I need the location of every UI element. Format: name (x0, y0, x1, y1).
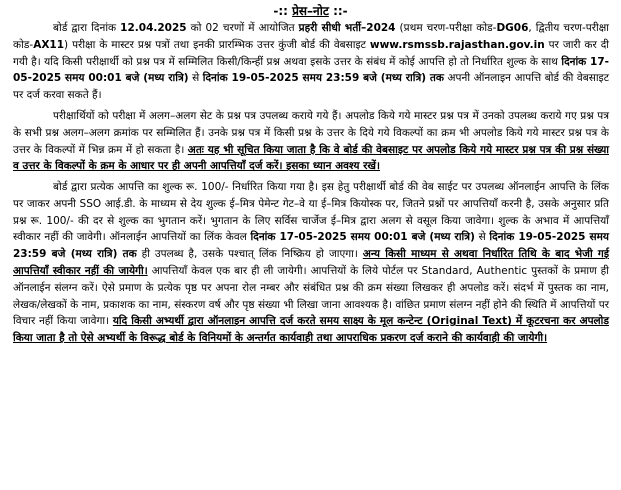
p3-text-a: बोर्ड द्वारा प्रत्येक आपत्ति का शुल्क रू. 100/- निर्धारित किया गया है। इस हेतु परीक्षार्थी बोर्ड की वेब साईट पर उपलब्ध ऑनलाईन आपत्ति के लिंक पर जाकर अपनी SSO आई.डी. के माध्यम से देय शुल्क ई–मित्र पेमेन्ट गेट–वे या ई–मित्र कियोस्क पर, जितने प्रश्नों पर आपत्तियाँ करनी है, उसके अनुसार प्रति प्रश्न रू. 100/- की दर से शुल्क का भुगतान करें। भुगतान के लिए सर्विस चार्जेज ई–मित्र द्वारा अलग से वसूल किया जावेगा। शुल्क के अभाव में आपत्तियाँ स्वीकार नहीं की जावेगी। ऑनलाईन आपत्तियों का लिंक केवल (13, 181, 609, 244)
p3-end-date: दिनांक 19-05-2025 समय 23:59 बजे (मध्य रात्रि) तक (13, 231, 609, 261)
p3-notice-1: अन्य किसी माध्यम से अथवा निर्धारित तिथि के बाद भेजी गई आपत्तियाँ स्वीकार नहीं की जायेगी। (13, 248, 610, 277)
p1-text-g: से (188, 72, 203, 85)
title-suffix: ::- (333, 4, 348, 18)
p3-text-d: आपत्तियाँ केवल एक बार ही ली जायेगी। आपत्तियों के लिये पोर्टल पर Standard, Authentic पुस्तकों के प्रमाण ही ऑनलाईन संलग्न करें। ऐसे प्रमाण के प्रत्येक पृष्ठ पर अपना रोल नम्बर और संबंधित प्रश्न की क्रम संख्या लिखकर ही अपलोड करें। संदर्भ में पुस्तक का नाम, लेखक/लेखकों के नाम, प्रकाशक का नाम, संस्करण वर्ष और पृष्ठ संख्या भी लिखा जाना आवश्यक है। वांछित प्रमाण संलग्न नहीं होने की स्थिति में आपत्तियों पर विचार नहीं किया जावेगा। (13, 264, 609, 328)
p1-text-e: ) परीक्षा के मास्टर प्रश्न पत्रों तथा इनकी प्रारम्भिक उत्तर कुंजी बोर्ड की वेबसाइट (64, 38, 370, 51)
p1-text-h: अपनी ऑनलाइन आपत्ति बोर्ड की वेबसाइट पर दर्ज करवा सकते हैं। (13, 72, 610, 102)
p1-code-1: DG06 (496, 22, 529, 34)
p3-start-date: दिनांक 17-05-2025 समय 00:01 बजे (मध्य रात्रि) (250, 231, 475, 244)
p3-text-c: ही उपलब्ध है, उसके पश्चात् लिंक निष्क्रिय हो जाएगा। (136, 248, 363, 261)
website-link[interactable]: www.rsmssb.rajasthan.gov.in (369, 38, 545, 51)
p1-exam-date: 12.04.2025 (120, 22, 187, 34)
p3-notice-2: यदि किसी अभ्यर्थी द्वारा ऑनलाइन आपत्ति दर्ज करते समय साक्ष्य के मूल कन्टेन्ट (Original Text) में कूटरचना कर अपलोड किया जाता है तो ऐसे अभ्यर्थी के विरूद्ध बोर्ड के विनियमों के अन्तर्गत कार्यवाही तथा आपराधिक प्रकरण दर्ज कराने की कार्यवाही की जायेगी। (13, 315, 610, 345)
p1-end-date: दिनांक 19-05-2025 समय 23:59 बजे (मध्य रात्रि) तक (202, 72, 444, 85)
p2-notice: अतः यह भी सूचित किया जाता है कि वे बोर्ड की वेबसाइट पर अपलोड किये गये मास्टर प्रश्न पत्र की प्रश्न संख्या व उत्तर के विकल्पों के क्रम के आधार पर ही अपनी आपत्तियाँ दर्ज करें। इसका ध्यान अवश्य रखें। (13, 143, 609, 173)
title-prefix: -:: (273, 4, 288, 18)
paragraph-2 (13, 108, 609, 175)
paragraph-3 (13, 179, 609, 347)
p1-exam-name: प्रहरी सीधी भर्ती–2024 (298, 22, 396, 34)
p1-text-f: पर जारी कर दी गयी है। यदि किसी परीक्षार्थी को प्रश्न पत्र में सम्मिलित किसी/किन्हीं प्रश्न अथवा इसके उत्तर के संबंध में कोई आपत्ति हो तो निर्धारित शुल्क के साथ (13, 38, 609, 68)
page-title (0, 2, 621, 19)
p1-text-b: को 02 चरणों में आयोजित (186, 22, 299, 34)
p1-start-date: दिनांक 17-05-2025 समय 00:01 बजे (मध्य रात्रि) (13, 55, 609, 85)
title-word: प्रेस–नोट (292, 4, 329, 18)
paragraph-1 (13, 20, 609, 104)
p1-code-2: AX11 (33, 38, 65, 51)
p3-text-b: से (474, 231, 490, 244)
p1-text-d: , द्वितीय चरण-परीक्षा कोड- (13, 22, 609, 51)
p2-text-a: परीक्षार्थियों को परीक्षा में अलग–अलग सेट के प्रश्न पत्र उपलब्ध कराये गये हैं। अपलोड किये गये मास्टर प्रश्न पत्र में उनको उपलब्ध कराये गए प्रश्न पत्र के सभी प्रश्न अलग–अलग क्रमांक पर सम्मिलित हैं। उनके प्रश्न पत्र में किसी प्रश्न के उत्तर के दिये गये विकल्पों का क्रम भी अपलोड किये गये मास्टर प्रश्न पत्र के उत्तर के विकल्पों में भिन्न क्रम में हो सकता है। (13, 110, 609, 156)
p1-text-a: बोर्ड द्वारा दिनांक (53, 22, 121, 34)
p1-text-c: (प्रथम चरण-परीक्षा कोड- (395, 22, 497, 34)
